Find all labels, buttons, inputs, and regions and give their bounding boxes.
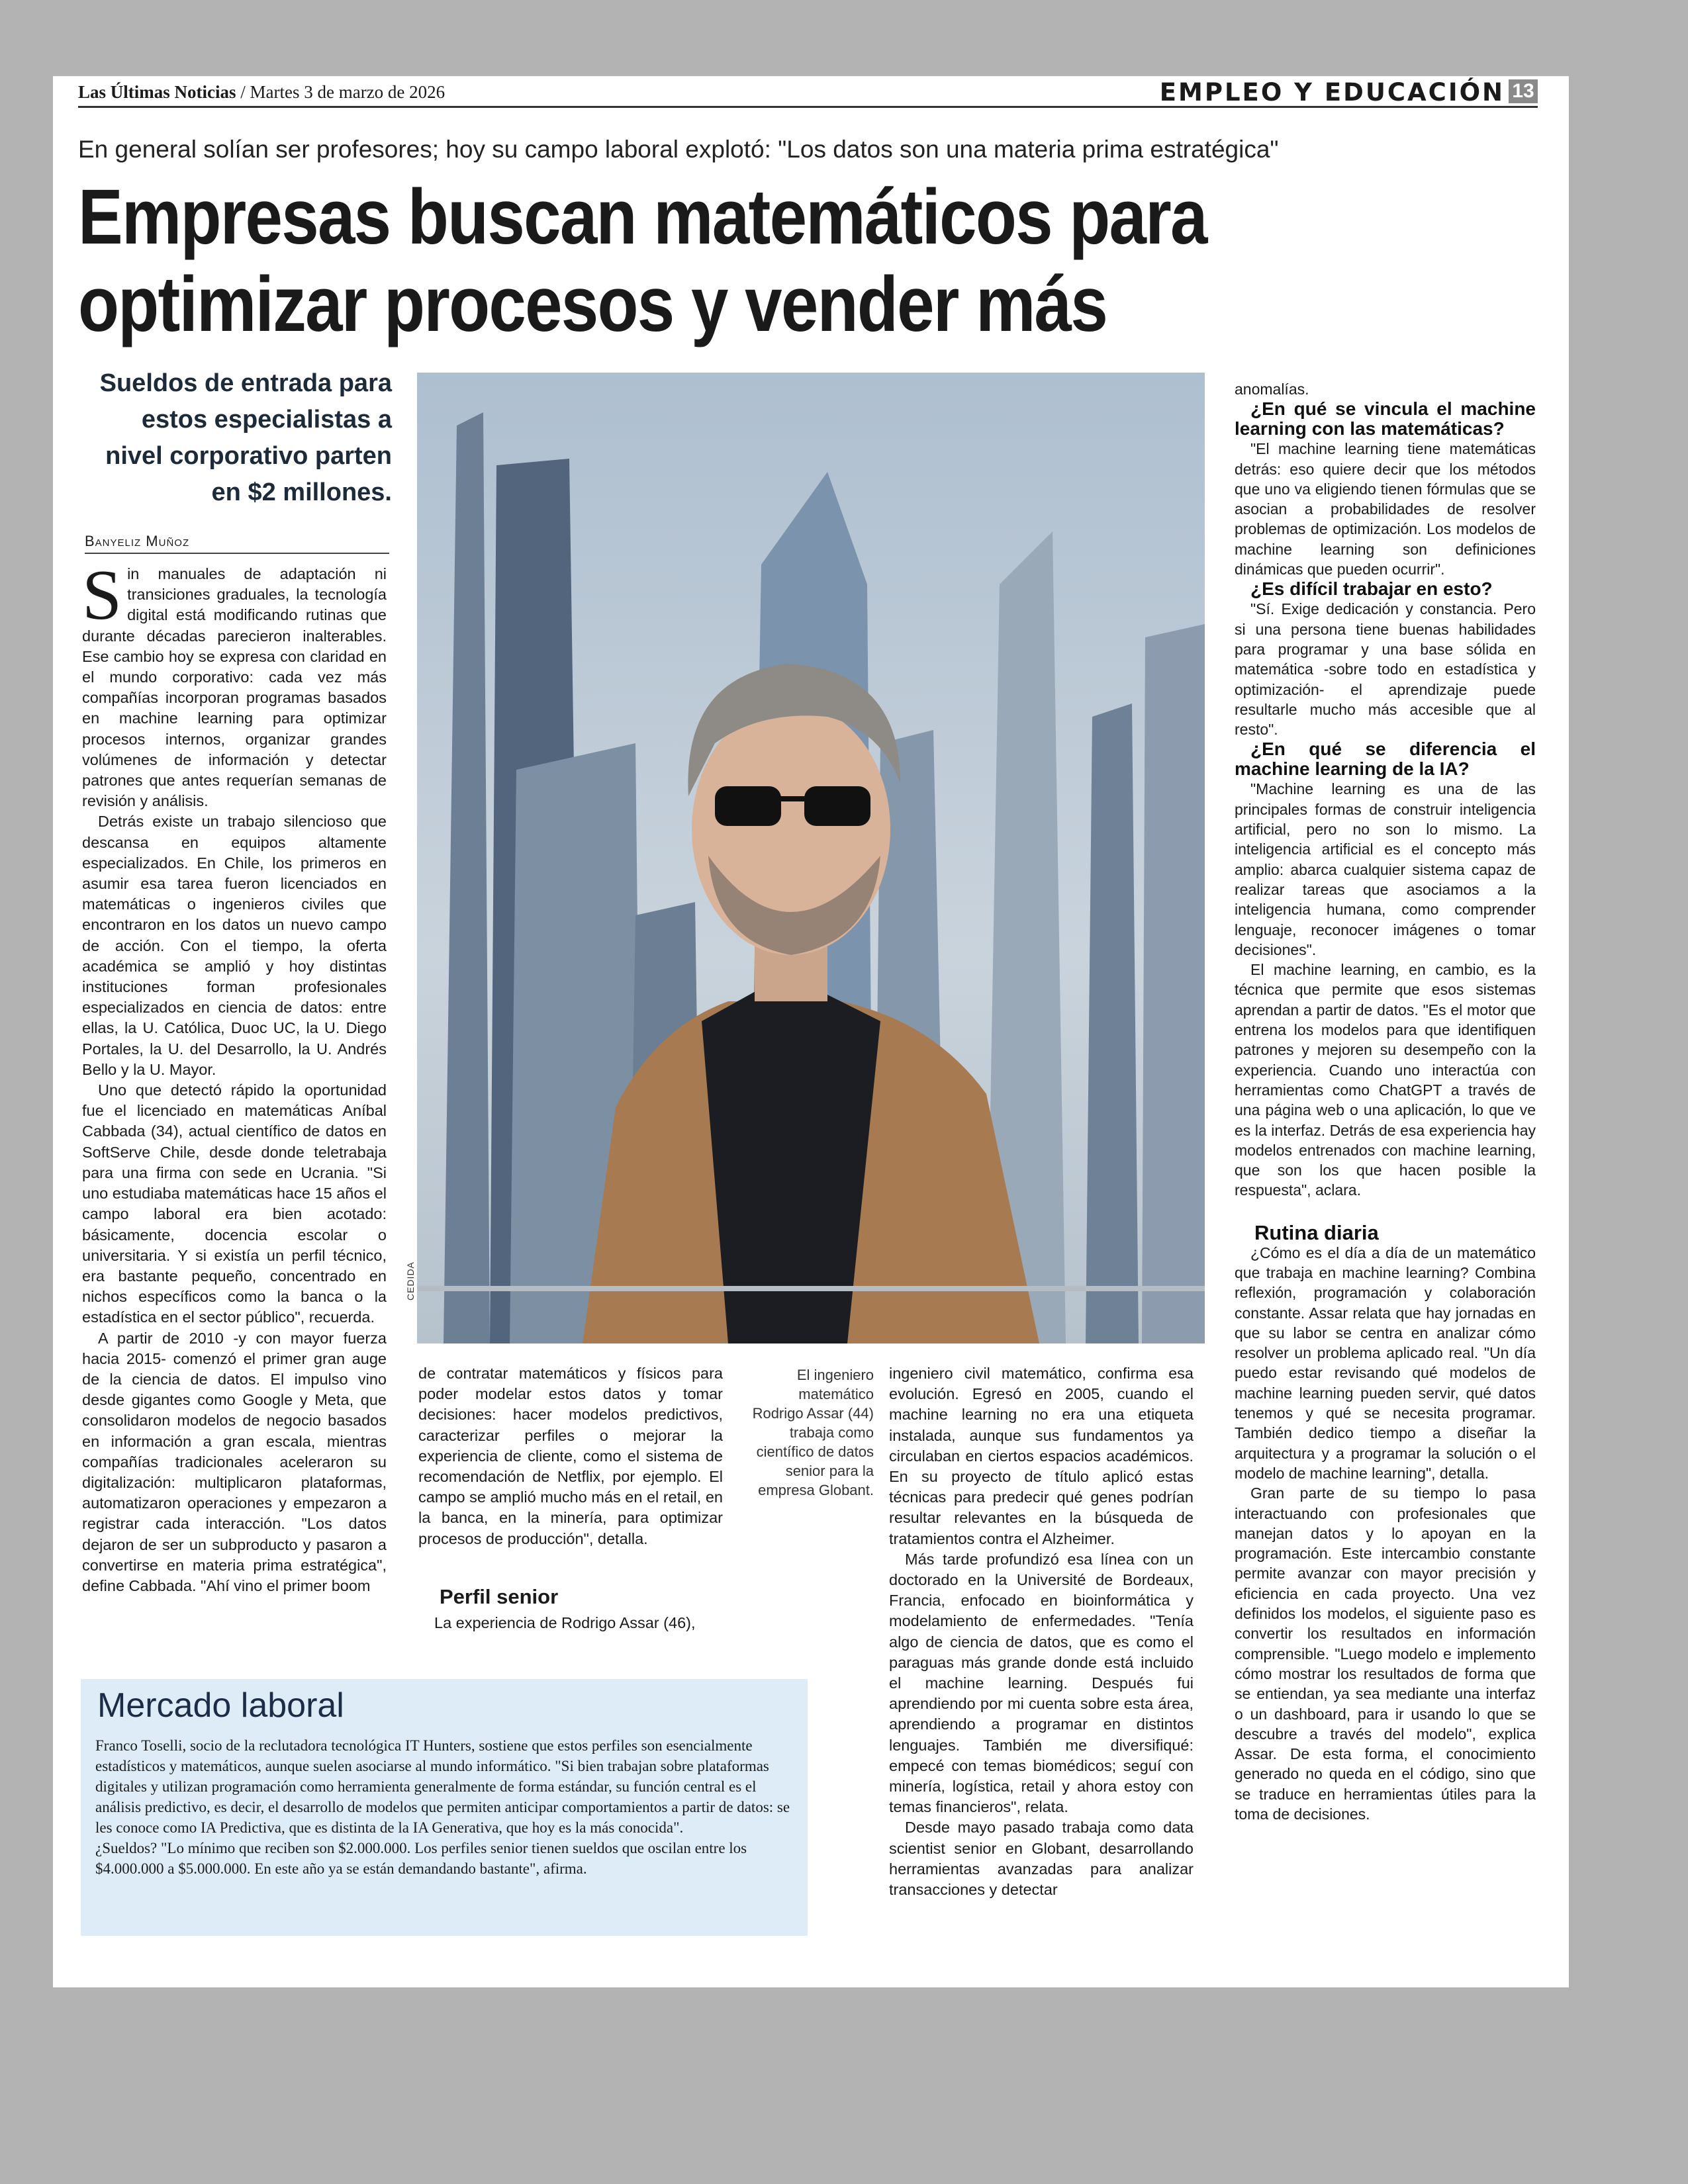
issue-date: Martes 3 de marzo de 2026 [250,82,445,102]
box-text [95,1735,797,1879]
box-paragraph-1: Franco Toselli, socio de la reclutadora tecnológica IT Hunters, sostiene que estos perfiles son esencialmente estadísticos y matemáticos, aunque suelen asociarse al mundo informático. "Si bien trabajan sobre plataformas digitales y utilizan programación como herramienta generalmente de forma estándar, su función central es el análisis predictivo, es decir, el desarrollo de modelos que permiten anticipar comportamientos a partir de datos: se les conoce como IA Predictiva, que es distinta de la IA Generativa, que hoy es la más conocida". [95,1737,790,1836]
column-2-tail [418,1613,723,1633]
interview-question: ¿En qué se diferencia el machine learning de la IA? [1235,739,1536,780]
paragraph: Uno que detectó rápido la oportunidad fue el licenciado en matemáticas Aníbal Cabbada (34), actual científico de datos en SoftServe Chile, desde donde teletrabaja para una firma con sede en Ucrania. "Si uno estudiaba matemáticas hace 15 años el campo laboral era bien acotado: básicamente, docencia escolar o universitaria. Y si existía un perfil técnico, era bastante pequeño, concentrado en nichos específicos como la banca o la estadística en el sector público", recuerda. [82,1081,387,1326]
column-4 [1235,379,1536,1824]
masthead [78,79,1538,108]
page-number: 13 [1509,79,1538,103]
paragraph: ¿Cómo es el día a día de un matemático que trabaja en machine learning? Combina reflexión, programación y colaboración constante. Assar relata que hay jornadas en que su labor se centra en analizar cómo resolver un problema aplicado real. "Un día puedo estar revisando qué modelos de machine learning pueden servir, qué datos tenemos y qué se necesita programar. También dedico tiempo a diseñar la arquitectura y a programar la solución o el modelo de machine learning", detalla. [1235,1244,1536,1482]
paragraph: de contratar matemáticos y físicos para poder modelar estos datos y tomar decisiones: hacer modelos predictivos, caracterizar perfiles o mejorar la experiencia de cliente, como el sistema de recomendación de Netflix, por ejemplo. El campo se amplió mucho más en el retail, en la banca, en la minería, para optimizar procesos de producción", detalla. [418,1365,723,1547]
column-2 [418,1363,723,1549]
paragraph: anomalías. [1235,381,1309,398]
section-title-rutina: Rutina diaria [1254,1220,1379,1244]
paragraph: El machine learning, en cambio, es la técnica que permite que esos sistemas aprendan a partir de datos. "Es el motor que entrena los modelos para que identifiquen patrones y mejoren su desempeño con la experiencia. Cuando uno interactúa con herramientas como ChatGPT a través de una página web o una aplicación, lo que ve es la interfaz. Detrás de esa experiencia hay modelos entrenados con machine learning, que son los que hacen posible la respuesta", aclara. [1235,961,1536,1199]
paragraph: Más tarde profundizó esa línea con un doctorado en la Université de Bordeaux, Francia, enfocado en bioinformática y modelamiento de enfermedades. "Tenía algo de ciencia de datos, que es como el paraguas más grande donde está incluido el machine learning. Después fui aprendiendo por mi cuenta sobre esta área, aprendiendo a programar en distintos lenguajes. También me diversifiqué: empecé con temas biomédicos; seguí con minería, logística, retail y ahora estoy con temas financieros", relata. [889,1550,1194,1816]
paragraph: Desde mayo pasado trabaja como data scientist senior en Globant, desarrollando herramientas avanzadas para analizar transacciones y detectar [889,1819,1194,1899]
paragraph: La experiencia de Rodrigo Assar (46), [434,1614,696,1631]
photo-caption: El ingeniero matemático Rodrigo Assar (44) trabaja como científico de datos senior para la empresa Globant. [752,1367,874,1498]
headline-line-1: Empresas buscan matemáticos para [78,173,1207,261]
portrait-illustration [417,373,1205,1343]
photo-credit: CEDIDA [405,1261,416,1300]
interview-answer: "Sí. Exige dedicación y constancia. Pero si una persona tiene buenas habilidades para programar y una base sólida en matemática -sobre todo en estadística y optimización- el aprendizaje puede resultarle mucho más accesible que al resto". [1235,600,1536,739]
paragraph: ingeniero civil matemático, confirma esa evolución. Egresó en 2005, cuando el machine learning no era una etiqueta instalada, aunque sus fundamentos ya circulaban en ciertos espacios académicos. En su proyecto de título aplicó estas técnicas para predecir qué genes podrían resultar relevantes en la búsqueda de tratamientos contra el Alzheimer. [889,1365,1194,1547]
section-title-perfil: Perfil senior [440,1585,559,1608]
interview-answer: "Machine learning es una de las principales formas de construir inteligencia artificial, pero no son lo mismo. La inteligencia artificial es el concepto más amplio: abarca cualquier sistema capaz de realizar tareas que asociamos a la inteligencia humana, como comprender lenguaje, reconocer imágenes o tomar decisiones". [1235,780,1536,958]
portrait-photo [417,373,1205,1343]
column-1 [82,556,387,1596]
paragraph: A partir de 2010 -y con mayor fuerza hacia 2015- comenzó el primer gran auge de la ciencia de datos. El impulso vino desde gigantes como Google y Meta, que consolidaron modelos de negocio basados en información a gran escala, mientras compañías tradicionales aceleraron su digitalización: multiplicaron plataformas, automatizaron operaciones y empezaron a registrar cada interacción. "Los datos dejaron de ser un subproducto y pasaron a convertirse en materia prima estratégica", define Cabbada. "Ahí vino el primer boom [82,1329,387,1594]
article-kicker: En general solían ser profesores; hoy su campo laboral explotó: "Los datos son una materia prima estratégica" [78,136,1279,163]
box-paragraph-2: ¿Sueldos? "Lo mínimo que reciben son $2.000.000. Los perfiles senior tienen sueldos que oscilan entre los $4.000.000 a $5.000.000. En este año ya se están demandando bastante", afirma. [95,1840,747,1877]
interview-question: ¿En qué se vincula el machine learning con las matemáticas? [1235,398,1536,439]
section-name: EMPLEO Y EDUCACIÓN [1159,78,1505,107]
paragraph-text: in manuales de adaptación ni transiciones graduales, la tecnología digital está modificando rutinas que durante décadas parecieron inalterables. Ese cambio hoy se expresa con claridad en el mundo corporativo: cada vez más compañías incorporan programas basados en machine learning para optimizar procesos internos, organizar grandes volúmenes de información y detectar patrones que antes requerían semanas de revisión y análisis. [82,565,387,810]
mercado-laboral-box [81,1679,808,1936]
spacer [1235,1201,1536,1223]
drop-cap: S [82,556,122,635]
paragraph: Gran parte de su tiempo lo pasa interactuando con profesionales que manejan datos y lo apoyan en la programación. Este intercambio constante permite avanzar con mayor precisión y eficiencia en cada proyecto. Una vez definidos los modelos, el siguiente paso es convertir los resultados en información comprensible. "Luego modelo e implemento cómo mostrar los resultados de forma que se entiendan, ya sea mediante una interfaz o un dashboard, para ir usando lo que se descubre a través del modelo", explica Assar. De esta forma, el conocimiento generado no queda en el código, sino que se traduce en herramientas útiles para la toma de decisiones. [1235,1484,1536,1823]
column-3 [889,1363,1194,1900]
byline: Banyeliz Muñoz [85,533,389,554]
headline-line-2: optimizar procesos y vender más [78,261,1107,348]
newspaper-name: Las Últimas Noticias [78,82,236,102]
masthead-left: Las Últimas Noticias / Martes 3 de marzo de 2026 [78,82,445,102]
paragraph [82,556,387,811]
interview-answer: "El machine learning tiene matemáticas detrás: eso quiere decir que los métodos que uno va eligiendo tienen fórmulas que se asocian a probabilidades de resolver problemas de optimización. Los modelos de machine learning son definiciones dinámicas que pueden ocurrir". [1235,440,1536,578]
article-headline [78,173,1302,348]
paragraph: Detrás existe un trabajo silencioso que descansa en equipos altamente especializados. En Chile, los primeros en asumir esa tarea fueron licenciados en matemáticas o ingenieros civiles que encontraron en los datos un nuevo campo de acción. Con el tiempo, la oferta académica se amplió y hoy distintas instituciones forman profesionales especializados en ciencia de datos: entre ellas, la U. Católica, Duoc UC, la U. Diego Portales, la U. del Desarrollo, la U. Andrés Bello y la U. Mayor. [82,813,387,1078]
interview-question: ¿Es difícil trabajar en esto? [1250,578,1493,600]
article-subhead: Sueldos de entrada para estos especialistas a nivel corporativo parten en $2 millones. [99,369,392,506]
box-title: Mercado laboral [97,1686,344,1725]
